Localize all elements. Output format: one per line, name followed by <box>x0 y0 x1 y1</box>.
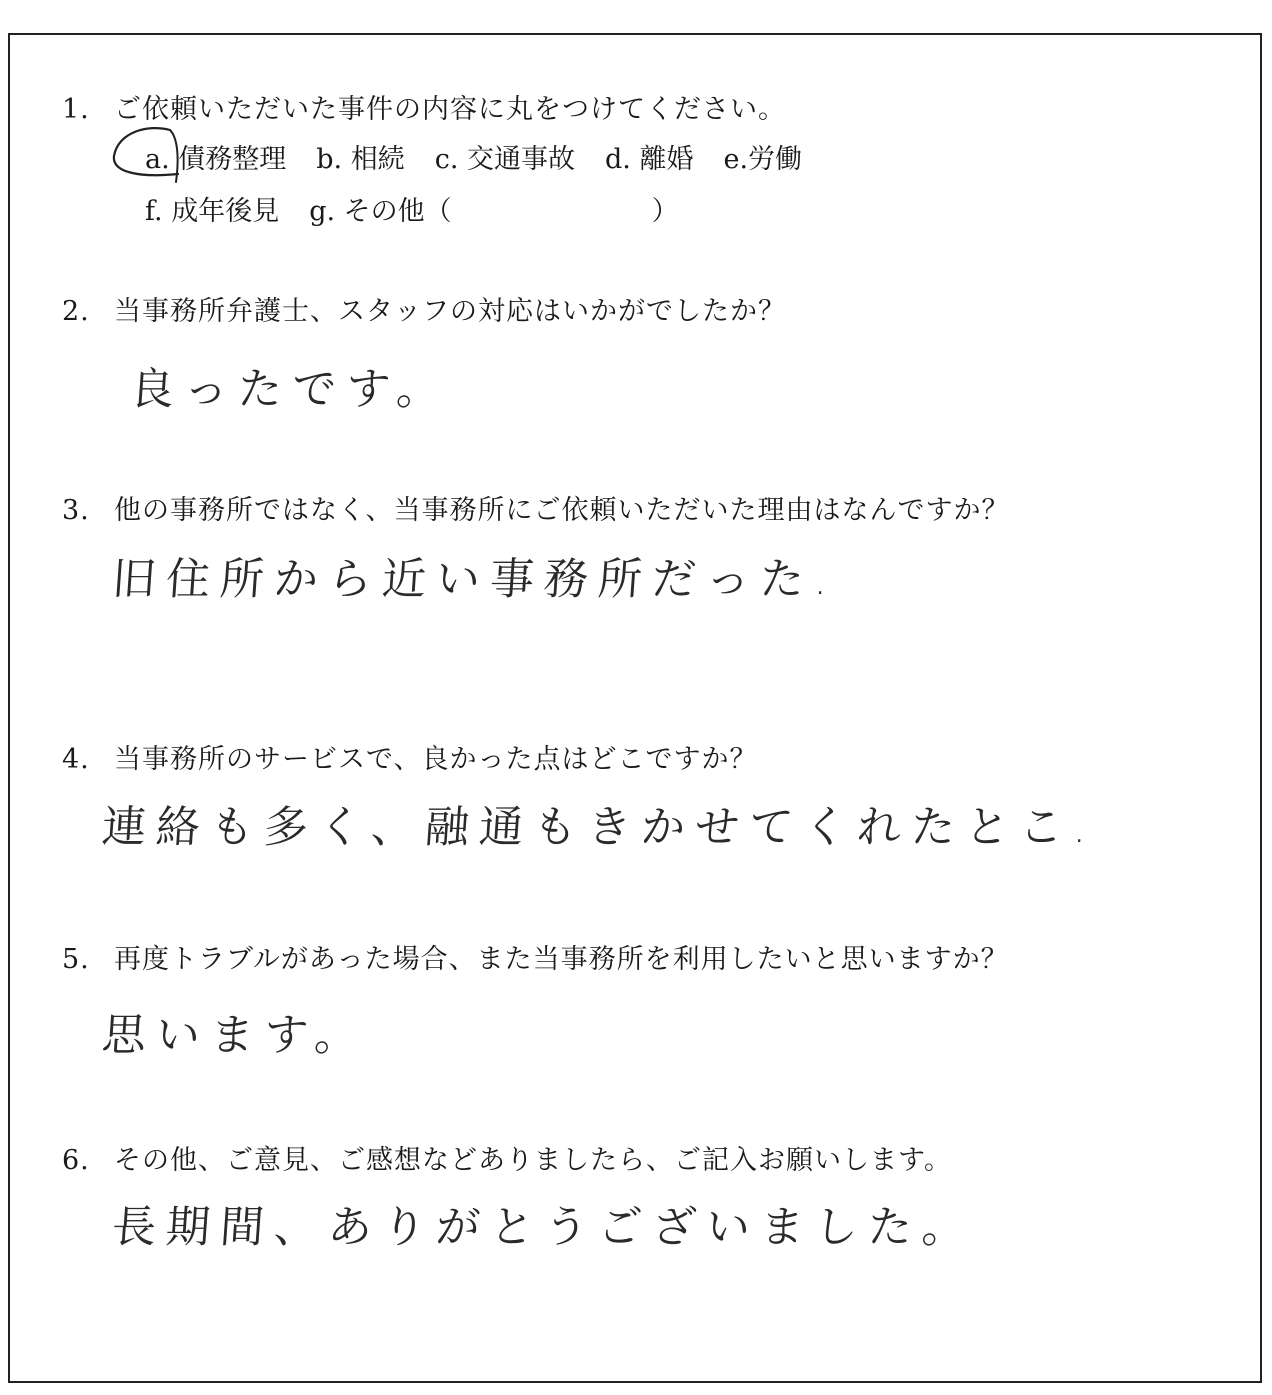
question-5 <box>62 942 1009 978</box>
option-a: a. 債務整理 <box>145 144 287 175</box>
question-number: 6. <box>62 1145 90 1176</box>
question-number: 4. <box>62 744 90 775</box>
question-1 <box>62 92 786 128</box>
question-text: ご依頼いただいた事件の内容に丸をつけてください。 <box>114 94 786 125</box>
option-b: b. 相続 <box>316 144 405 175</box>
question-text: 再度トラブルがあった場合、また当事務所を利用したいと思いますか？ <box>114 944 1009 975</box>
question-number: 3. <box>62 495 90 526</box>
answer-4-handwritten: 連絡も多く、融通もきかせてくれたとこ. <box>100 802 1099 853</box>
option-c: c. 交通事故 <box>434 144 576 175</box>
option-g-close: ） <box>651 196 679 227</box>
answer-2-handwritten: 良ったです。 <box>128 364 453 415</box>
answer-5-handwritten: 思います。 <box>100 1010 371 1061</box>
question-number: 2. <box>62 296 90 327</box>
survey-sheet <box>8 33 1262 1383</box>
question-6 <box>62 1143 952 1179</box>
answer-6-handwritten: 長期間、ありがとうございました。 <box>110 1202 978 1253</box>
question-number: 5. <box>62 944 90 975</box>
option-g: g. その他（ <box>309 196 452 227</box>
question-number: 1. <box>62 94 90 125</box>
option-d: d. 離婚 <box>605 144 694 175</box>
question-text: 当事務所のサービスで、良かった点はどこですか？ <box>114 744 758 775</box>
question-2 <box>62 294 786 330</box>
question-text: その他、ご意見、ご感想などありましたら、ご記入お願いします。 <box>114 1145 952 1176</box>
options-row-2 <box>145 194 679 230</box>
option-f: f. 成年後見 <box>145 196 280 227</box>
question-4 <box>62 742 757 778</box>
answer-3-handwritten: 旧住所から近い事務所だった. <box>110 554 840 605</box>
options-row-1 <box>145 142 832 178</box>
option-e: e.労働 <box>723 144 803 175</box>
question-text: 当事務所弁護士、スタッフの対応はいかがでしたか？ <box>114 296 786 327</box>
question-3 <box>62 493 1009 529</box>
question-text: 他の事務所ではなく、当事務所にご依頼いただいた理由はなんですか？ <box>114 495 1010 526</box>
